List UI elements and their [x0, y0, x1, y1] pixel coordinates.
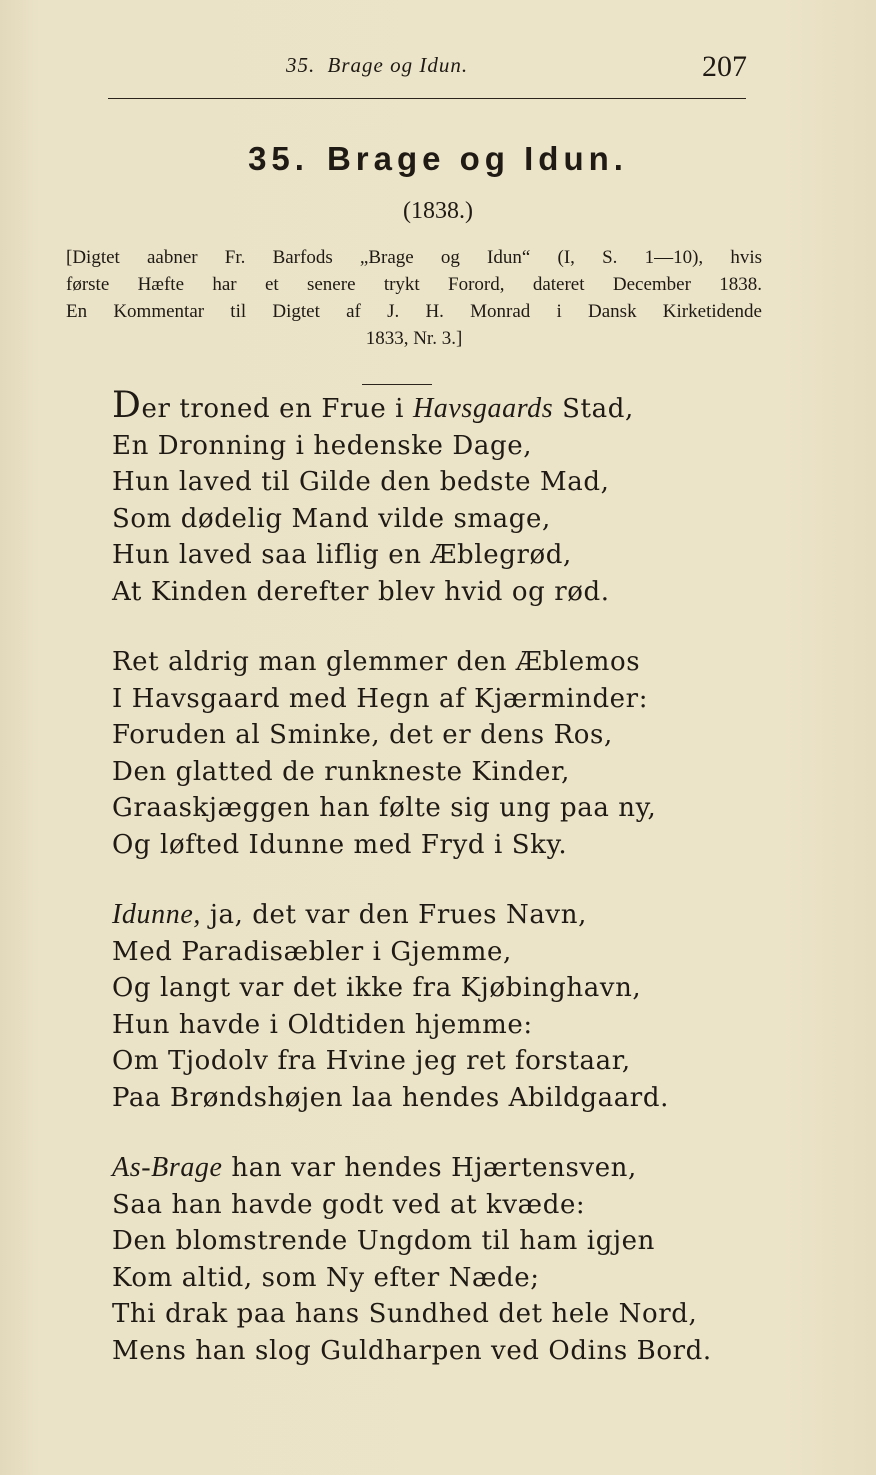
chapter-number: 35.: [248, 140, 309, 177]
stanza: [112, 644, 772, 863]
note-line: En Kommentar til Digtet af J. H. Monrad i Dansk Kirketidende: [66, 301, 762, 322]
chapter-name: Brage og Idun.: [326, 140, 628, 177]
verse-line: Hun laved til Gilde den bedste Mad,: [112, 467, 610, 497]
verse-line: Og løfted Idunne med Fryd i Sky.: [112, 829, 568, 860]
verse-line: Kom altid, som Ny efter Næde;: [112, 1262, 540, 1293]
poem: [112, 385, 772, 1403]
note-line: første Hæfte har et senere trykt Forord, dateret December 1838.: [66, 274, 762, 295]
verse-line: Der troned en Frue i Havsgaards Stad,: [112, 385, 634, 426]
page-number: 207: [702, 50, 747, 83]
stanza: [112, 1150, 772, 1369]
section-separator: [362, 384, 432, 385]
stanza: [112, 385, 772, 610]
verse-line: At Kinden derefter blev hvid og rød.: [112, 576, 610, 607]
verse-line: Den blomstrende Ungdom til ham igjen: [112, 1226, 655, 1256]
italic-name: As-Brage: [112, 1152, 223, 1183]
verse-line: Om Tjodolv fra Hvine jeg ret forstaar,: [112, 1046, 631, 1076]
note-line: [Digtet aabner Fr. Barfods „Brage og Idun“ (I, S. 1—10), hvis: [66, 247, 762, 268]
verse-line: As-Brage han var hendes Hjærtensven,: [112, 1152, 637, 1183]
verse-line: Hun laved saa liflig en Æblegrød,: [112, 540, 572, 570]
running-chapter-title: Brage og Idun.: [327, 53, 469, 77]
chapter-title: [0, 140, 876, 178]
italic-name: Havsgaards: [412, 393, 554, 424]
verse-line: Hun havde i Oldtiden hjemme:: [112, 1009, 533, 1040]
italic-name: Idunne,: [112, 899, 201, 930]
running-head: [0, 50, 876, 90]
verse-line: I Havsgaard med Hegn af Kjærminder:: [112, 683, 649, 714]
running-chapter-number: 35.: [286, 53, 316, 77]
verse-line: Den glatted de runkneste Kinder,: [112, 756, 570, 787]
running-title: [286, 53, 468, 78]
verse-line: En Dronning i hedenske Dage,: [112, 430, 533, 461]
verse-line: Som dødelig Mand vilde smage,: [112, 503, 551, 534]
verse-line: Thi drak paa hans Sundhed det hele Nord,: [112, 1299, 698, 1329]
initial-letter: D: [112, 385, 142, 426]
editorial-note: [66, 244, 762, 352]
verse-line: Ret aldrig man glemmer den Æblemos: [112, 647, 641, 677]
verse-line: Med Paradisæbler i Gjemme,: [112, 936, 512, 967]
verse-line: Og langt var det ikke fra Kjøbinghavn,: [112, 973, 642, 1003]
verse-line: Saa han havde godt ved at kvæde:: [112, 1189, 586, 1220]
verse-line: Graaskjæggen han følte sig ung paa ny,: [112, 793, 657, 823]
stanza: [112, 897, 772, 1116]
verse-line: Paa Brøndshøjen laa hendes Abildgaard.: [112, 1082, 669, 1113]
verse-line: Idunne, ja, det var den Frues Navn,: [112, 899, 587, 930]
header-rule: [108, 98, 746, 99]
verse-line: Foruden al Sminke, det er dens Ros,: [112, 720, 613, 750]
chapter-year: (1838.): [403, 198, 473, 224]
note-line: 1833, Nr. 3.]: [365, 328, 463, 349]
verse-line: Mens han slog Guldharpen ved Odins Bord.: [112, 1335, 712, 1366]
